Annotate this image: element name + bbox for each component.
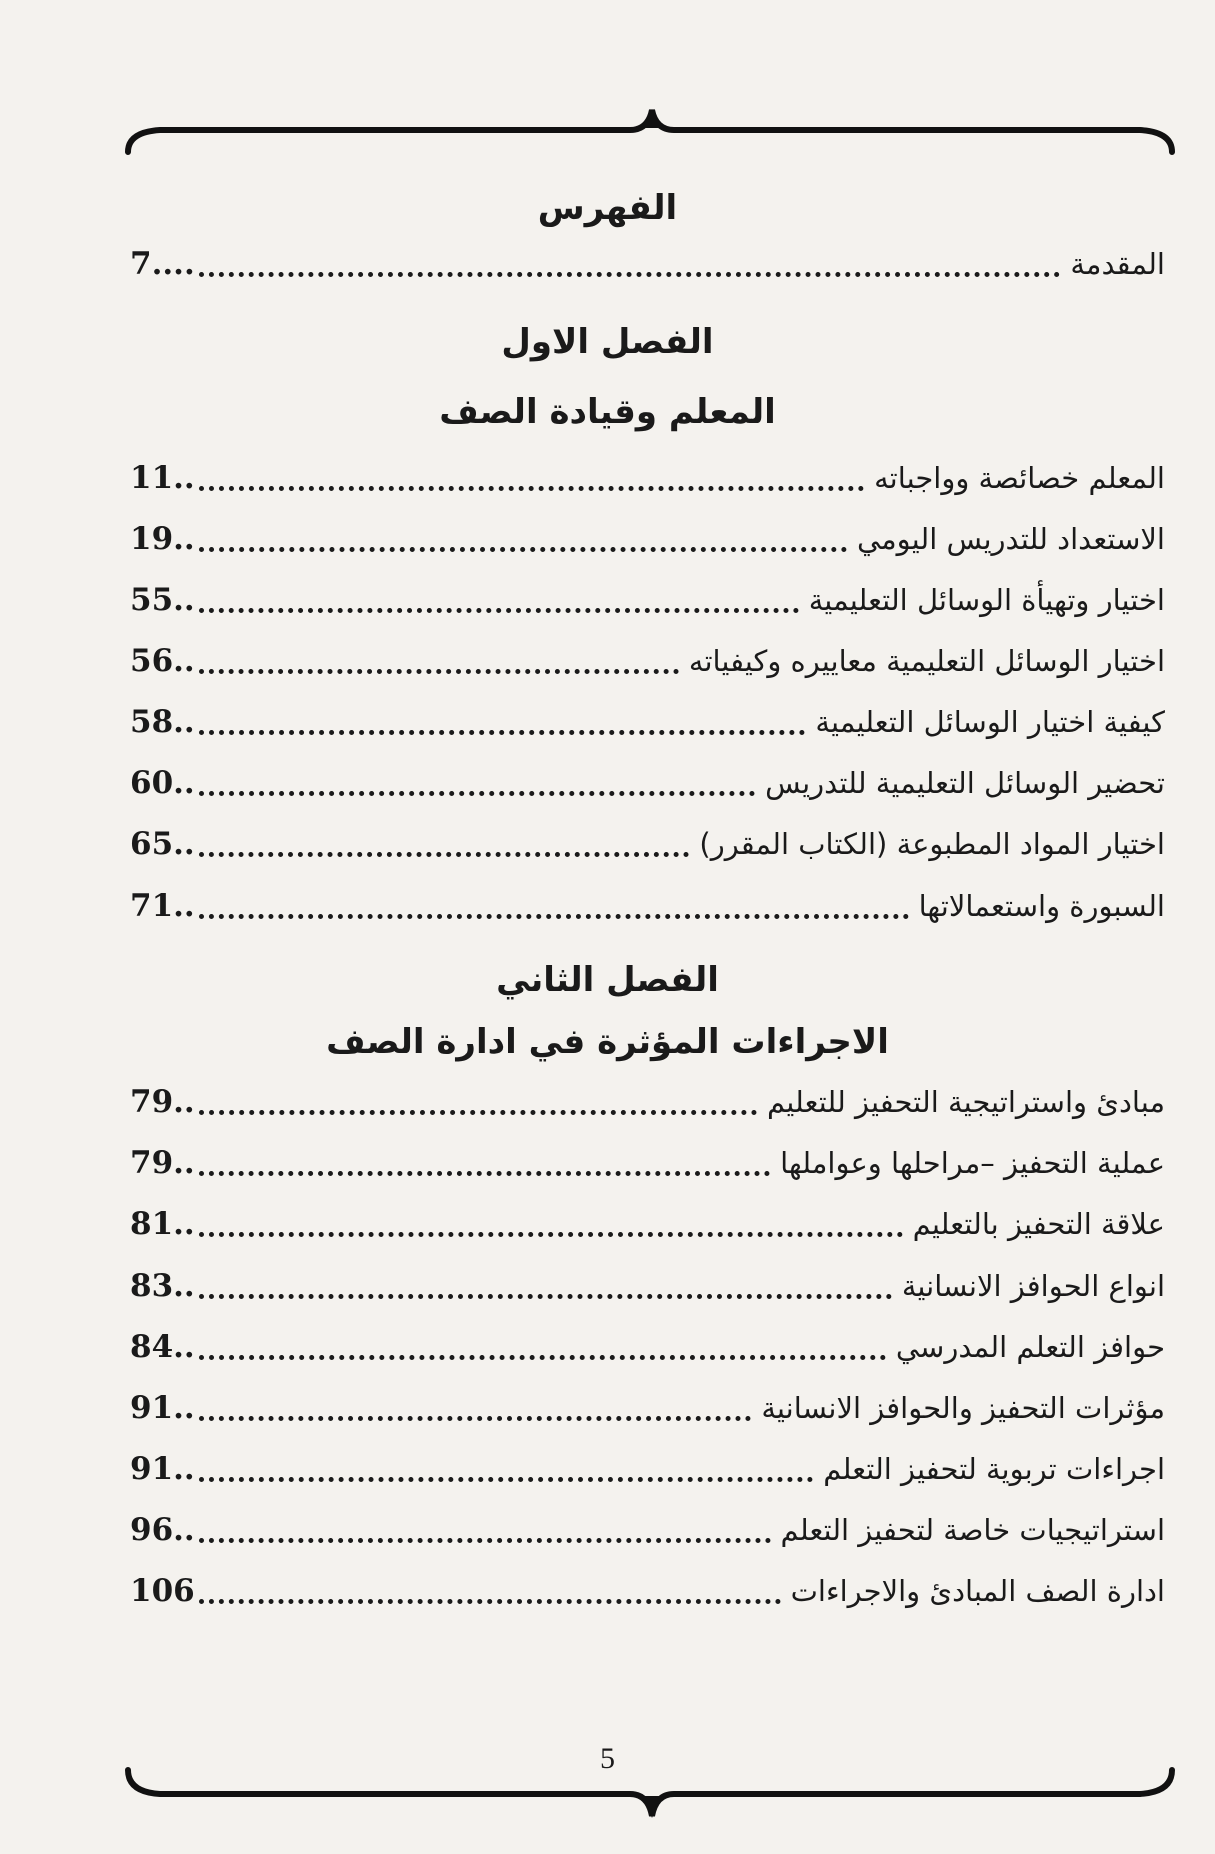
toc-entry-label: مبادئ واستراتيجية التحفيز للتعليم [766, 1085, 1165, 1119]
toc-row[interactable] [130, 761, 1165, 805]
toc-entry-label: اختيار وتهيأة الوسائل التعليمية [808, 583, 1165, 617]
toc-entry-label: المقدمة [1070, 247, 1165, 281]
toc-entry-label: تحضير الوسائل التعليمية للتدريس [765, 766, 1165, 800]
toc-entry-label: ادارة الصف المبادئ والاجراءات [790, 1574, 1165, 1608]
toc-page-number: 71.. [130, 888, 195, 924]
toc-row[interactable] [130, 1325, 1165, 1369]
toc-page-number: 58.. [130, 704, 195, 740]
index-title: الفهرس [537, 188, 678, 228]
toc-entry-label: اجراءات تربوية لتحفيز التعلم [823, 1452, 1165, 1486]
dot-leader [199, 914, 909, 919]
toc-entry-label: عملية التحفيز –مراحلها وعواملها [780, 1146, 1165, 1180]
toc-row-intro[interactable] [130, 242, 1165, 286]
toc-page-number: 91.. [130, 1451, 195, 1487]
toc-row[interactable] [130, 822, 1165, 866]
toc-entry-label: استراتيجيات خاصة لتحفيز التعلم [780, 1513, 1165, 1547]
toc-entry-label: المعلم خصائصة وواجباته [874, 461, 1165, 495]
toc-page-number: 96.. [130, 1512, 195, 1548]
toc-row[interactable] [130, 1386, 1165, 1430]
dot-leader [199, 547, 847, 552]
toc-row[interactable] [130, 456, 1165, 500]
toc-row[interactable] [130, 1508, 1165, 1552]
toc-entry-label: مؤثرات التحفيز والحوافز الانسانية [761, 1391, 1165, 1425]
toc-entry-label: علاقة التحفيز بالتعليم [912, 1207, 1165, 1241]
toc-page-number: 60.. [130, 765, 195, 801]
toc-page-number: 11.. [130, 460, 195, 496]
dot-leader [199, 1477, 814, 1482]
top-ornament [0, 100, 1215, 170]
bottom-ornament [0, 1758, 1215, 1828]
toc-page-number: 79.. [130, 1145, 195, 1181]
toc-row[interactable] [130, 1202, 1165, 1246]
toc-page-number: 106 [130, 1573, 195, 1609]
toc-row[interactable] [130, 1141, 1165, 1185]
toc-row[interactable] [130, 700, 1165, 744]
toc-page-number: 55.. [130, 582, 195, 618]
dot-leader [199, 608, 799, 613]
page-number: 5 [600, 1742, 615, 1775]
toc-row[interactable] [130, 1264, 1165, 1308]
dot-leader [199, 1232, 903, 1237]
toc-entry-label: حوافز التعلم المدرسي [895, 1330, 1165, 1364]
toc-row[interactable] [130, 578, 1165, 622]
toc-page-number: 83.. [130, 1268, 195, 1304]
dot-leader [199, 1355, 886, 1360]
dot-leader [199, 1416, 752, 1421]
dot-leader [199, 1110, 757, 1115]
toc-row[interactable] [130, 639, 1165, 683]
toc-entry-label: اختيار المواد المطبوعة (الكتاب المقرر) [699, 827, 1165, 861]
dot-leader [199, 730, 806, 735]
chapter2-title: الفصل الثاني [496, 960, 719, 1000]
toc-entry-label: السبورة واستعمالاتها [918, 889, 1165, 923]
chapter1-title: الفصل الاول [501, 322, 714, 362]
dot-leader [199, 1294, 892, 1299]
dot-leader [199, 486, 864, 491]
toc-row[interactable] [130, 1447, 1165, 1491]
toc-row[interactable] [130, 884, 1165, 928]
dot-leader [199, 272, 1061, 277]
toc-row[interactable] [130, 1569, 1165, 1613]
toc-entry-label: كيفية اختيار الوسائل التعليمية [815, 705, 1165, 739]
toc-page-number: 79.. [130, 1084, 195, 1120]
toc-page-number: 91.. [130, 1390, 195, 1426]
toc-entry-label: اختيار الوسائل التعليمية معاييره وكيفياته [688, 644, 1165, 678]
dot-leader [199, 791, 755, 796]
toc-entry-label: الاستعداد للتدريس اليومي [856, 522, 1165, 556]
toc-page-number: 65.. [130, 826, 195, 862]
chapter1-subtitle: المعلم وقيادة الصف [439, 392, 776, 432]
dot-leader [199, 852, 690, 857]
toc-row[interactable] [130, 517, 1165, 561]
chapter2-subtitle: الاجراءات المؤثرة في ادارة الصف [326, 1022, 889, 1062]
dot-leader [199, 1171, 770, 1176]
toc-page-number: 81.. [130, 1206, 195, 1242]
toc-page-number: 19.. [130, 521, 195, 557]
toc-entry-label: انواع الحوافز الانسانية [901, 1269, 1165, 1303]
toc-row[interactable] [130, 1080, 1165, 1124]
dot-leader [199, 1538, 771, 1543]
toc-page-number: 7.... [130, 246, 195, 282]
toc-page-number: 56.. [130, 643, 195, 679]
dot-leader [199, 1599, 781, 1604]
toc-page-number: 84.. [130, 1329, 195, 1365]
dot-leader [199, 669, 679, 674]
